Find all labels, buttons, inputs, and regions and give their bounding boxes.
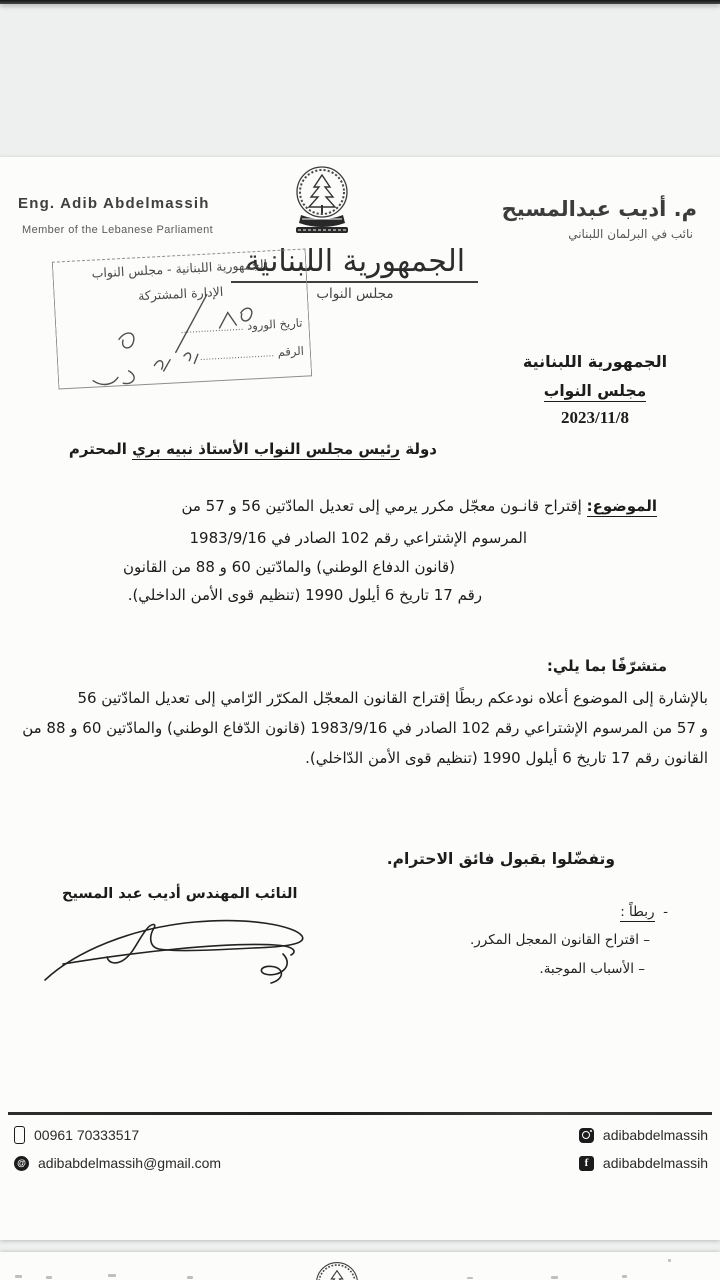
next-page-cut-text-mark [187,1276,193,1279]
member-title-arabic: نائب في البرلمان اللبناني [568,227,693,241]
footer-email-address: adibabdelmassih@gmail.com [38,1155,222,1171]
next-page-cut-text-mark [108,1274,116,1277]
subject-line-2: المرسوم الإشتراعي رقم 102 الصادر في 1983/9/16 [189,529,527,547]
footer-instagram-handle: adibabdelmassih [602,1127,708,1143]
body-line-2: و 57 من المرسوم الإشتراعي رقم 102 الصادر في 1983/9/16 (قانون الدّفاع الوطني) والمادّتين 60 و 88 من [22,719,708,737]
next-page-speck [668,1259,671,1262]
addressee-line [69,439,437,460]
letterhead-parliament-title: مجلس النواب [316,286,394,302]
salutation-line: متشرّفًا بما يلي: [546,657,667,675]
addressee-prefix: دولة [400,440,437,458]
next-page-cut-text-mark [622,1275,627,1278]
member-name-arabic: م. أديب عبدالمسيح [501,197,697,221]
signatory-name: النائب المهندس أديب عبد المسيح [62,886,298,902]
next-page-cut-text-mark [551,1276,558,1279]
ref-republic-line: الجمهورية اللبنانية [522,352,668,371]
next-page-cut-text-mark [467,1277,473,1279]
body-line-1: بالإشارة إلى الموضوع أعلاه نودعكم ربطًا إقتراح القانون المعجّل المكرّر الرّامي إلى تعديل المادّتين 56 [77,689,708,707]
member-name-english: Eng. Adib Abdelmassih [18,195,210,212]
letterhead-republic-title: الجمهورية اللبنانية [244,244,466,279]
attachments-label: ربطاً : [620,904,655,920]
next-page-cut-text-mark [46,1276,52,1279]
footer-phone-row [14,1126,139,1144]
stamp-number-dotted-leader: .......................... [199,349,275,364]
attachments-dash: - [663,904,668,920]
footer-email-row [14,1154,221,1172]
handwritten-signature [35,902,325,994]
subject-line-4: رقم 17 تاريخ 6 أيلول 1990 (تنظيم قوى الأمن الداخلي). [127,586,482,604]
subject-line-3: (قانون الدفاع الوطني) والمادّتين 60 و 88 من القانون [122,558,455,576]
next-page-cut-text-mark [15,1275,22,1278]
stamp-handwriting-scribble [53,249,311,388]
addressee-name: رئيس مجلس النواب الأستاذ نبيه بري [132,440,401,458]
attachment-item-2: – الأسباب الموجبة. [539,961,645,977]
facebook-icon: f [579,1156,594,1171]
attachments-heading-row [620,903,668,922]
member-title-english: Member of the Lebanese Parliament [22,224,214,236]
body-line-3: القانون رقم 17 تاريخ 6 أيلول 1990 (تنظيم قوى الأمن الدّاخلي). [305,749,708,767]
instagram-icon [579,1128,594,1143]
stamp-republic-line: الجمهورية اللبنانية - مجلس النواب [91,256,268,281]
stamp-number-label: الرقم [277,343,305,360]
next-page-emblem-top-icon [310,1256,364,1280]
ref-parliament-text: مجلس النواب [543,382,647,400]
scan-top-edge [0,0,720,4]
parliament-emblem-icon [289,165,355,242]
phone-icon [14,1126,25,1144]
footer-divider [8,1112,712,1115]
stamp-arrival-date-label: تاريخ الورود [246,315,303,333]
subject-line-1 [181,496,657,517]
footer-facebook-row [579,1154,708,1172]
closing-courtesy-line: وتفضّلوا بقبول فائق الاحترام. [386,850,615,868]
attachment-item-1: – اقتراح القانون المعجل المكرر. [469,932,650,948]
subject-label: الموضوع: [586,497,657,515]
addressee-suffix: المحترم [68,440,133,458]
subject-line-1-text: إقتراح قانـون معجّل مكرر يرمي إلى تعديل المادّتين 56 و 57 من [181,497,587,515]
footer-phone-number: 00961 70333517 [34,1127,140,1143]
letter-date: 2023/11/8 [560,408,629,427]
email-icon: @ [14,1156,29,1171]
footer-facebook-handle: adibabdelmassih [602,1155,708,1171]
footer-instagram-row [579,1126,708,1144]
stamp-joint-administration-line: الإدارة المشتركة [137,283,224,304]
ref-parliament-line [480,381,710,401]
stamp-date-dotted-leader: ...................... [180,322,244,337]
registry-stamp [52,248,312,389]
